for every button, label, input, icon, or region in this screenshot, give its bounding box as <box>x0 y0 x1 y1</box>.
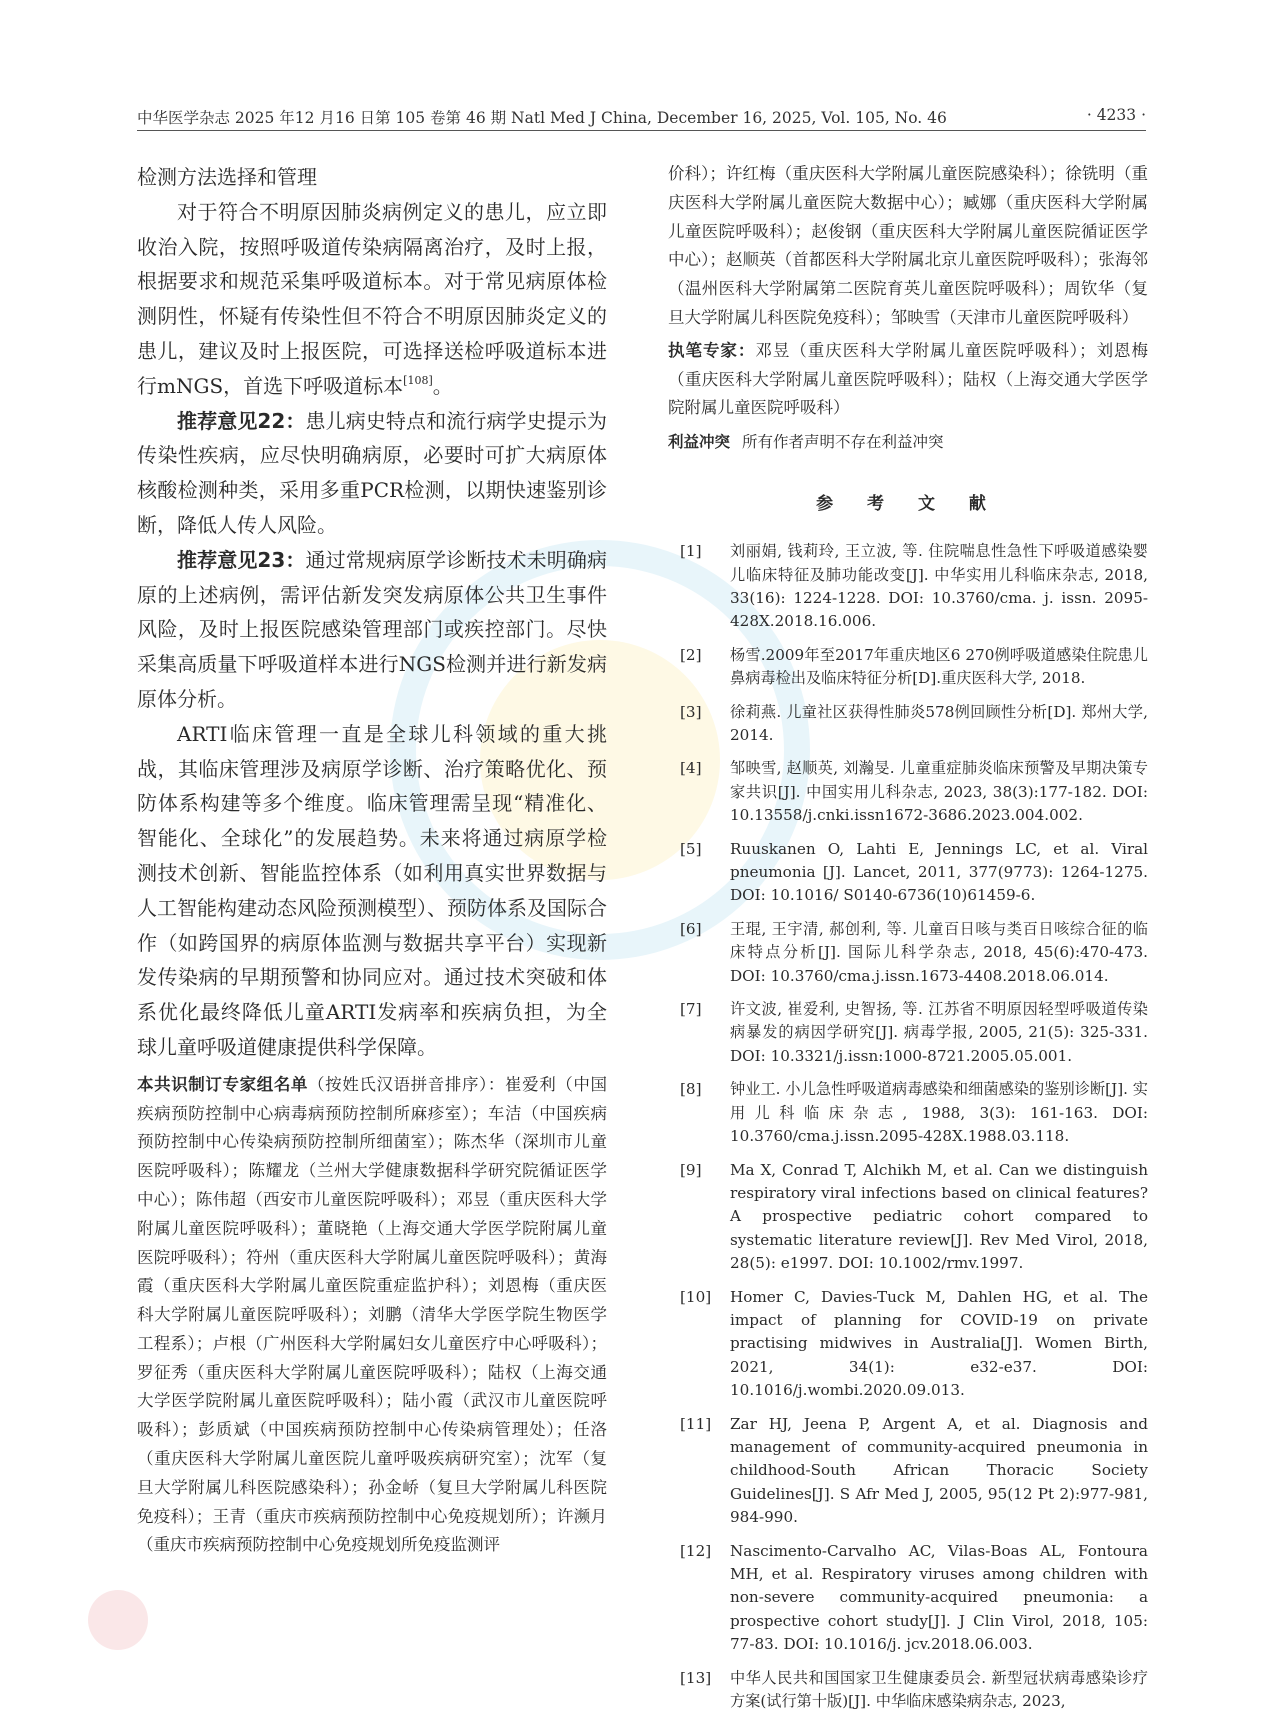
page-number: · 4233 · <box>1086 106 1146 124</box>
reference-number: [7] <box>680 1000 702 1019</box>
conflict-label: 利益冲突 <box>668 433 731 452</box>
reference-item <box>668 998 1148 1068</box>
reference-item <box>668 1667 1148 1714</box>
reference-text: 邹映雪, 赵顺英, 刘瀚旻. 儿童重症肺炎临床预警及早期决策专家共识[J]. 中国实用儿科杂志, 2023, 38(3):177-182. DOI: 10.13558/j.cnki.issn1672-3686.2023.004.002. <box>730 759 1148 825</box>
reference-number: [9] <box>680 1160 702 1179</box>
reference-number: [10] <box>680 1287 712 1306</box>
reference-text: Nascimento-Carvalho AC, Vilas-Boas AL, Fontoura MH, et al. Respiratory viruses among children with non-severe community-acquired pneumonia: a prospective cohort study[J]. J Clin Virol, 2018, 105: 77-83. DOI: 10.1016/j. jcv.2018.06.003. <box>730 1541 1148 1654</box>
reference-text: 刘丽娟, 钱莉玲, 王立波, 等. 住院喘息性急性下呼吸道感染婴儿临床特征及肺功能改变[J]. 中华实用儿科临床杂志, 2018, 33(16): 1224-1228. DOI: 10.3760/cma. j. issn. 2095-428X.2018.16.006. <box>730 542 1148 631</box>
expert-panel-label: 本共识制订专家组名单 <box>137 1074 309 1094</box>
recommendation-23: 推荐意见23：通过常规病原学诊断技术未明确病原的上述病例，需评估新发突发病原体公共卫生事件风险，及时上报医院感染管理部门或疾控部门。尽快采集高质量下呼吸道样本进行NGS检测并进行新发病原体分析。 <box>137 547 607 711</box>
reference-text: 徐莉燕. 儿童社区获得性肺炎578例回顾性分析[D]. 郑州大学, 2014. <box>730 702 1148 745</box>
reference-text: 钟业工. 小儿急性呼吸道病毒感染和细菌感染的鉴别诊断[J]. 实用儿科临床杂志, 1988, 3(3): 161-163. DOI: 10.3760/cma.j.issn.2095-428X.1988.03.118. <box>730 1080 1148 1146</box>
expert-panel-list: 本共识制订专家组名单（按姓氏汉语拼音排序）：崔爱利（中国疾病预防控制中心病毒病预防控制所麻疹室）；车洁（中国疾病预防控制中心传染病预防控制所细菌室）；陈杰华（深圳市儿童医院呼吸科）；陈耀龙（兰州大学健康数据科学研究院循证医学中心）；陈伟超（西安市儿童医院呼吸科）；邓昱（重庆医科大学附属儿童医院呼吸科）；董晓艳（上海交通大学医学院附属儿童医院呼吸科）；符州（重庆医科大学附属儿童医院呼吸科）；黄海霞（重庆医科大学附属儿童医院重症监护科）；刘恩梅（重庆医科大学附属儿童医院呼吸科）；刘鹏（清华大学医学院生物医学工程系）；卢根（广州医科大学附属妇女儿童医疗中心呼吸科）；罗征秀（重庆医科大学附属儿童医院呼吸科）；陆权（上海交通大学医学院附属儿童医院呼吸科）；陆小霞（武汉市儿童医院呼吸科）；彭质斌（中国疾病预防控制中心传染病管理处）；任洛（重庆医科大学附属儿童医院儿童呼吸疾病研究室）；沈军（复旦大学附属儿科医院感染科）；孙金峤（复旦大学附属儿科医院免疫科）；王青（重庆市疾病预防控制中心免疫规划所）；许濒月（重庆市疾病预防控制中心免疫规划所免疫监测评 <box>137 1074 608 1555</box>
reference-text: 许文波, 崔爱利, 史智扬, 等. 江苏省不明原因轻型呼吸道传染病暴发的病因学研究[J]. 病毒学报, 2005, 21(5): 325-331. DOI: 10.3321/j.issn:1000-8721.2005.05.001. <box>730 1000 1148 1065</box>
recommendation-22: 推荐意见22：患儿病史特点和流行病学史提示为传染性疾病，应尽快明确病原，必要时可扩大病原体核酸检测种类，采用多重PCR检测，以期快速鉴别诊断，降低人传人风险。 <box>137 408 607 537</box>
reference-item <box>668 644 1148 691</box>
reference-number: [6] <box>680 919 702 938</box>
reference-item <box>668 540 1148 634</box>
writing-experts-label: 执笔专家： <box>668 340 756 360</box>
reference-text: Ma X, Conrad T, Alchikh M, et al. Can we distinguish respiratory viral infections based on clinical features? A prospective pediatric cohort compared to systematic literature review[J]. Rev Med Virol, 2018, 28(5): e1997. DOI: 10.1002/rmv.1997. <box>730 1160 1148 1273</box>
reference-text: Ruuskanen O, Lahti E, Jennings LC, et al. Viral pneumonia [J]. Lancet, 2011, 377(9773): 1264-1275. DOI: 10.1016/ S0140-6736(10)61459-6. <box>730 839 1148 905</box>
conflict-of-interest: 利益冲突 所有作者声明不存在利益冲突 <box>668 433 944 452</box>
reference-number: [8] <box>680 1080 702 1099</box>
right-column <box>668 160 1148 1723</box>
reference-number: [5] <box>680 839 702 858</box>
reference-item <box>668 918 1148 988</box>
reference-number: [12] <box>680 1541 712 1560</box>
reference-item <box>668 757 1148 827</box>
recommendation-22-label: 推荐意见22： <box>177 408 306 433</box>
reference-item <box>668 1159 1148 1276</box>
reference-item <box>668 1540 1148 1657</box>
publisher-logo-watermark <box>88 1590 148 1650</box>
reference-text: 杨雪.2009年至2017年重庆地区6 270例呼吸道感染住院患儿鼻病毒检出及临床特征分析[D].重庆医科大学, 2018. <box>730 645 1148 688</box>
reference-item <box>668 1078 1148 1148</box>
paragraph-arti-management: ARTI临床管理一直是全球儿科领域的重大挑战，其临床管理涉及病原学诊断、治疗策略优化、预防体系构建等多个维度。临床管理需呈现“精准化、智能化、全球化”的发展趋势。未来将通过病原学检测技术创新、智能监控体系（如利用真实世界数据与人工智能构建动态风险预测模型）、预防体系及国际合作（如跨国界的病原体监测与数据共享平台）实现新发传染病的早期预警和协同应对。通过技术突破和体系优化最终降低儿童ARTI发病率和疾病负担，为全球儿童呼吸道健康提供科学保障。 <box>137 721 607 1059</box>
writing-experts: 执笔专家：邓昱（重庆医科大学附属儿童医院呼吸科）；刘恩梅（重庆医科大学附属儿童医院呼吸科）；陆权（上海交通大学医学院附属儿童医院呼吸科） <box>668 340 1149 418</box>
reference-text: 王琨, 王宇清, 郝创利, 等. 儿童百日咳与类百日咳综合征的临床特点分析[J]. 国际儿科学杂志, 2018, 45(6):470-473. DOI: 10.3760/cma.j.issn.1673-4408.2018.06.014. <box>730 919 1148 985</box>
reference-number: [4] <box>680 759 702 778</box>
reference-number: [11] <box>680 1414 712 1433</box>
running-header <box>137 104 1146 131</box>
reference-number: [2] <box>680 645 702 664</box>
recommendation-23-label: 推荐意见23： <box>177 547 306 572</box>
journal-citation: 中华医学杂志 2025 年12 月16 日第 105 卷第 46 期 Natl Med J China, December 16, 2025, Vol. 105, No. 46 <box>137 109 947 127</box>
reference-number: [1] <box>680 542 702 561</box>
reference-text: 中华人民共和国国家卫生健康委员会. 新型冠状病毒感染诊疗方案(试行第十版)[J]. 中华临床感染病杂志, 2023, <box>730 1668 1148 1711</box>
left-column <box>137 160 607 1560</box>
paragraph-unknown-pneumonia: 对于符合不明原因肺炎病例定义的患儿，应立即收治入院，按照呼吸道传染病隔离治疗，及时上报，根据要求和规范采集呼吸道标本。对于常见病原体检测阴性，怀疑有传染性但不符合不明原因肺炎定义的患儿，建议及时上报医院，可选择送检呼吸道标本进行mNGS，首选下呼吸道标本[108]。 <box>137 199 607 398</box>
reference-text: Homer C, Davies-Tuck M, Dahlen HG, et al. The impact of planning for COVID-19 on private practising midwives in Australia[J]. Women Birth, 2021, 34(1): e32-e37. DOI: 10.1016/j.wombi.2020.09.013. <box>730 1287 1148 1400</box>
expert-panel-list-continued: 价科）；许红梅（重庆医科大学附属儿童医院感染科）；徐铣明（重庆医科大学附属儿童医院大数据中心）；臧娜（重庆医科大学附属儿童医院呼吸科）；赵俊钢（重庆医科大学附属儿童医院循证医学中心）；赵顺英（首都医科大学附属北京儿童医院呼吸科）；张海邻（温州医科大学附属第二医院育英儿童医院呼吸科）；周钦华（复旦大学附属儿科医院免疫科）；邹映雪（天津市儿童医院呼吸科） <box>668 164 1148 327</box>
reference-number: [13] <box>680 1668 712 1687</box>
reference-item <box>668 701 1148 748</box>
reference-item <box>668 1286 1148 1403</box>
reference-item <box>668 838 1148 908</box>
section-continuation: 检测方法选择和管理 <box>137 165 317 189</box>
references-heading: 参 考 文 献 <box>816 494 1000 515</box>
reference-list <box>668 540 1148 1713</box>
reference-item <box>668 1413 1148 1530</box>
reference-number: [3] <box>680 702 702 721</box>
reference-text: Zar HJ, Jeena P, Argent A, et al. Diagnosis and management of community-acquired pneumonia in childhood-South African Thoracic Society Guidelines[J]. S Afr Med J, 2005, 95(12 Pt 2):977-981, 984-990. <box>730 1414 1148 1527</box>
citation-108: [108] <box>403 373 433 387</box>
